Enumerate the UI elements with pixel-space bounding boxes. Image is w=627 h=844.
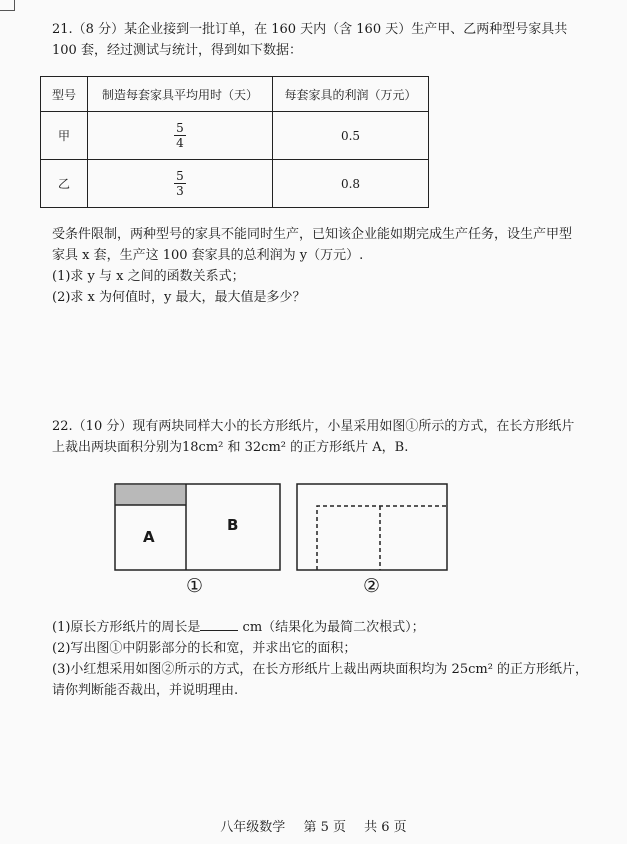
- row-time: [88, 112, 273, 160]
- footer-subject: 八年级数学: [220, 820, 286, 835]
- q21-subquestion-1: (1)求 y 与 x 之间的函数关系式；: [52, 269, 245, 284]
- figure-2-caption: ②: [363, 575, 381, 597]
- page-footer: [0, 816, 627, 835]
- q22-subquestion-1: [52, 617, 588, 638]
- q21-body: [52, 224, 572, 308]
- dashed-cut-line: [317, 506, 447, 570]
- q22-subquestions: [52, 617, 588, 701]
- row-type: 甲: [41, 112, 88, 160]
- shaded-region: [116, 485, 185, 505]
- square-a-label: A: [143, 528, 155, 546]
- table-header-cell: 每套家具的利润（万元）: [273, 77, 429, 112]
- q22-header-line: 22.（10 分）现有两块同样大小的长方形纸片，小星采用如图①所示的方式，在长方形纸片: [52, 419, 575, 434]
- row-profit: 0.8: [273, 160, 429, 208]
- figure-1-caption: ①: [186, 575, 204, 597]
- q1-text: (1)原长方形纸片的周长是: [52, 620, 201, 635]
- q21-data-table: [40, 76, 429, 208]
- q21-header: 21.（8 分）某企业接到一批订单，在 160 天内（含 160 天）生产甲、乙两种型号家具共 100 套，经过测试与统计，得到如下数据：: [52, 22, 568, 58]
- table-row: [41, 112, 429, 160]
- figure-2: [296, 483, 448, 571]
- footer-page: 第 5 页: [303, 820, 346, 835]
- fraction-denominator: 3: [176, 184, 184, 198]
- square-b-label: B: [227, 516, 239, 534]
- fraction-numerator: 5: [176, 121, 184, 135]
- figure-1-drawing: [114, 483, 281, 571]
- row-type: 乙: [41, 160, 88, 208]
- table-header-row: [41, 77, 429, 112]
- q22-subquestion-3: (3)小红想采用如图②所示的方式，在长方形纸片上裁出两块面积均为 25cm² 的正方形纸片，: [52, 662, 589, 677]
- answer-blank: [200, 618, 238, 631]
- row-time: [88, 160, 273, 208]
- q22-header: [52, 416, 574, 458]
- table-header-cell: 制造每套家具平均用时（天）: [88, 77, 273, 112]
- fraction-denominator: 4: [176, 136, 184, 150]
- q21-subquestion-2: (2)求 x 为何值时，y 最大，最大值是多少？: [52, 290, 306, 305]
- row-profit: 0.5: [273, 112, 429, 160]
- rectangle-outline: [297, 484, 447, 570]
- figure-2-drawing: [296, 483, 448, 571]
- q22-subquestion-3-cont: 请你判断能否裁出，并说明理由.: [52, 683, 239, 698]
- q22-subquestion-2: (2)写出图①中阴影部分的长和宽，并求出它的面积；: [52, 641, 357, 656]
- q21-condition-line: 家具 x 套，生产这 100 套家具的总利润为 y（万元）.: [52, 248, 364, 263]
- fraction-numerator: 5: [176, 169, 184, 183]
- table-header-cell: 型号: [41, 77, 88, 112]
- figure-1: [114, 483, 281, 571]
- q21-condition-line: 受条件限制，两种型号的家具不能同时生产，已知该企业能如期完成生产任务，设生产甲型: [52, 227, 573, 242]
- corner-mark: [0, 0, 15, 11]
- fraction: [174, 169, 186, 198]
- fraction: [174, 121, 186, 150]
- q22-header-line: 上裁出两块面积分别为18cm² 和 32cm² 的正方形纸片 A，B.: [52, 440, 409, 455]
- q1-text-after: cm（结果化为最简二次根式）；: [238, 620, 425, 635]
- footer-total: 共 6 页: [364, 820, 407, 835]
- table-row: [41, 160, 429, 208]
